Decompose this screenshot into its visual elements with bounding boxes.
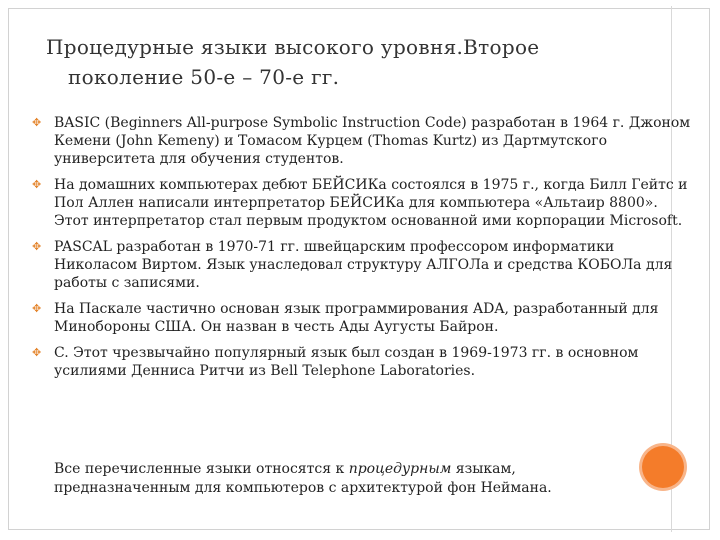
list-item-text: C. Этот чрезвычайно популярный язык был создан в 1969-1973 гг. в основном усилиями Денниса Ритчи из Bell Telephone Laboratories.	[54, 345, 639, 379]
title-line-1: Процедурные языки высокого уровня.Второе	[46, 35, 540, 59]
diamond-bullet-icon: ✥	[32, 302, 42, 315]
diamond-bullet-icon: ✥	[32, 240, 42, 253]
summary-note	[54, 460, 634, 498]
list-item	[30, 344, 694, 380]
title-line-2: поколение 50-е – 70-е гг.	[68, 65, 340, 89]
orange-circle-decoration	[642, 446, 684, 488]
note-text-end: языкам, предназначенным для компьютеров с архитектурой фон Неймана.	[54, 461, 552, 496]
note-text-start: Все перечисленные языки относятся к	[54, 461, 349, 477]
list-item	[30, 238, 694, 292]
list-item	[30, 300, 694, 336]
list-item-text: На Паскале частично основан язык программирования ADA, разработанный для Минобороны США. Он назван в честь Ады Аугусты Байрон.	[54, 301, 659, 335]
diamond-bullet-icon: ✥	[32, 116, 42, 129]
diamond-bullet-icon: ✥	[32, 346, 42, 359]
list-item-text: BASIC (Beginners All-purpose Symbolic Instruction Code) разработан в 1964 г. Джоном Кемени (John Kemeny) и Томасом Курцем (Thomas Kurtz) из Дартмутского университета для обучения студентов.	[54, 115, 691, 167]
list-item	[30, 114, 694, 168]
note-emphasis: процедурным	[348, 461, 452, 477]
list-item-text: На домашних компьютерах дебют БЕЙСИКа состоялся в 1975 г., когда Билл Гейтс и Пол Аллен написали интерпретатор БЕЙСИКа для компьютера «Альтаир 8800». Этот интерпретатор стал первым продуктом основанной ими корпорации Microsoft.	[54, 177, 688, 229]
slide-title	[46, 32, 666, 92]
list-item	[30, 176, 694, 230]
diamond-bullet-icon: ✥	[32, 178, 42, 191]
bullet-list	[30, 114, 694, 388]
list-item-text: PASCAL разработан в 1970-71 гг. швейцарским профессором информатики Николасом Виртом. Язык унаследовал структуру АЛГОЛа и средства КОБОЛа для работы с записями.	[54, 239, 673, 291]
